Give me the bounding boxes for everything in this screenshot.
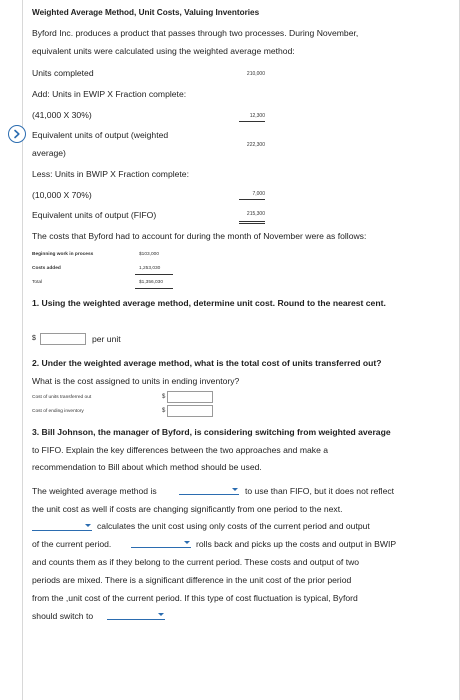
eq-fifo-label: Equivalent units of output (FIFO) xyxy=(32,210,157,220)
question-3-text-1: 3. Bill Johnson, the manager of Byford, is considering switching from weighted average xyxy=(32,427,391,437)
ewip-calc-label: (41,000 X 30%) xyxy=(32,110,92,120)
total-underline xyxy=(135,288,173,289)
answer-p4a: of the current period. xyxy=(32,539,112,549)
cost-row-value: $103,000 xyxy=(139,252,160,257)
eq-weighted-label-2: average) xyxy=(32,148,66,158)
next-question-button[interactable] xyxy=(8,125,26,143)
ewip-underline xyxy=(239,121,265,122)
q1-per-unit-label: per unit xyxy=(92,334,121,344)
question-3-text-3: recommendation to Bill about which method should be used. xyxy=(32,462,262,472)
answer-p5: and counts them as if they belong to the current period. These costs and output of two xyxy=(32,557,360,567)
question-1-text: 1. Using the weighted average method, determine unit cost. Round to the nearest cent. xyxy=(32,298,386,308)
bwip-underline xyxy=(239,199,265,200)
chevron-right-icon xyxy=(12,129,22,139)
dropdown-4[interactable] xyxy=(107,610,165,620)
question-2-text-2: What is the cost assigned to units in ending inventory? xyxy=(32,376,240,386)
ending-inventory-dollar: $ xyxy=(162,408,166,414)
answer-p1a: The weighted average method is xyxy=(32,486,157,496)
costs-added-underline xyxy=(135,274,173,275)
q1-dollar-sign: $ xyxy=(32,335,36,342)
cost-row-label: Total xyxy=(32,280,43,285)
answer-p8: should switch to xyxy=(32,611,94,621)
eq-weighted-value: 222,300 xyxy=(246,142,265,148)
cost-transferred-label: Cost of units transferred out xyxy=(32,395,92,400)
eq-fifo-value: 215,300 xyxy=(246,211,265,217)
problem-panel xyxy=(22,0,460,700)
cost-transferred-dollar: $ xyxy=(162,394,166,400)
ending-inventory-label: Cost of ending inventory xyxy=(32,409,84,414)
answer-p4b: rolls back and picks up the costs and output in BWIP xyxy=(196,539,397,549)
answer-p6: periods are mixed. There is a significant difference in the unit cost of the prior period xyxy=(32,575,352,585)
eq-weighted-label-1: Equivalent units of output (weighted xyxy=(32,130,169,140)
cost-row-label: Beginning work in process xyxy=(32,252,94,257)
answer-p7: from the ,unit cost of the current period. If this type of cost fluctuation is typical, Byford xyxy=(32,593,358,603)
question-2-text-1: 2. Under the weighted average method, what is the total cost of units transferred out? xyxy=(32,358,382,368)
add-ewip-label: Add: Units in EWIP X Fraction complete: xyxy=(32,89,187,99)
ending-inventory-input[interactable] xyxy=(167,405,213,417)
costs-intro: The costs that Byford had to account for during the month of November were as follows: xyxy=(32,231,367,241)
cost-row-label: Costs added xyxy=(32,266,61,271)
intro-line-1: Byford Inc. produces a product that passes through two processes. During November, xyxy=(32,28,359,38)
chevron-down-icon xyxy=(184,541,190,544)
eq-fifo-double-underline-bottom xyxy=(239,223,265,224)
cost-row-value: 1,253,030 xyxy=(139,266,161,271)
bwip-value: 7,000 xyxy=(252,191,265,197)
dropdown-3[interactable] xyxy=(131,538,191,548)
chevron-down-icon xyxy=(85,524,91,527)
answer-p1b: to use than FIFO, but it does not reflect xyxy=(245,486,395,496)
chevron-down-icon xyxy=(232,488,238,491)
less-bwip-label: Less: Units in BWIP X Fraction complete: xyxy=(32,169,189,179)
units-completed-value: 210,000 xyxy=(246,71,265,77)
eq-fifo-double-underline-top xyxy=(239,221,265,222)
unit-cost-input[interactable] xyxy=(40,333,86,345)
answer-p2: the unit cost as well if costs are changing significantly from one period to the next. xyxy=(32,504,343,514)
answer-p3: calculates the unit cost using only costs of the current period and output xyxy=(97,521,370,531)
question-3-text-2: to FIFO. Explain the key differences between the two approaches and make a xyxy=(32,445,329,455)
units-completed-label: Units completed xyxy=(32,68,94,78)
cost-transferred-input[interactable] xyxy=(167,391,213,403)
dropdown-2[interactable] xyxy=(32,521,92,531)
cost-row-value: $1,356,030 xyxy=(139,280,164,285)
bwip-calc-label: (10,000 X 70%) xyxy=(32,190,92,200)
ewip-value: 12,300 xyxy=(249,113,265,119)
problem-title: Weighted Average Method, Unit Costs, Valuing Inventories xyxy=(32,8,260,17)
dropdown-1[interactable] xyxy=(179,485,239,495)
intro-line-2: equivalent units were calculated using the weighted average method: xyxy=(32,46,295,56)
chevron-down-icon xyxy=(158,613,164,616)
